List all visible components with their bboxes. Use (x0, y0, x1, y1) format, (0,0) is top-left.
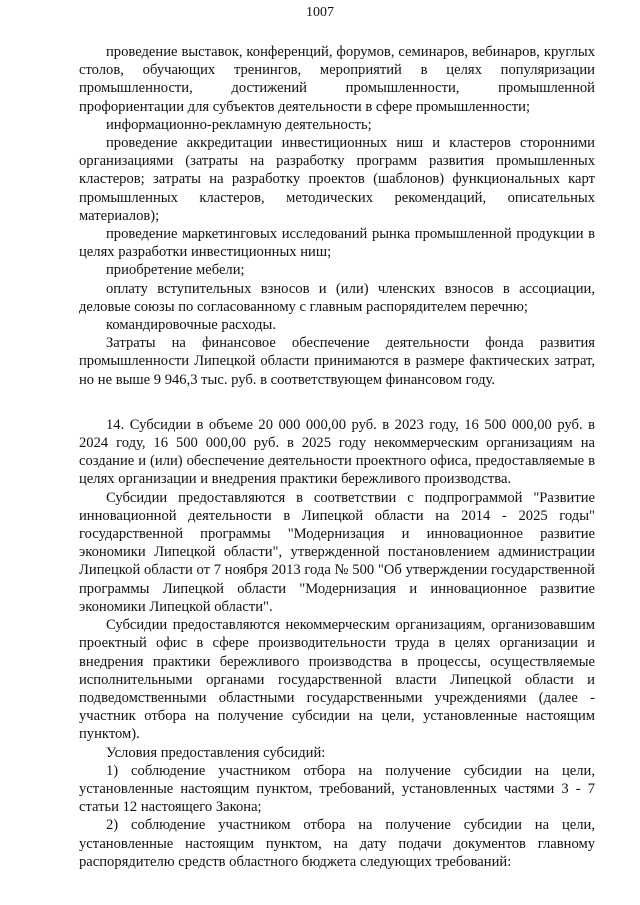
list-item-travel-expenses: командировочные расходы. (106, 317, 276, 334)
list-item-furniture: приобретение мебели; (106, 262, 245, 279)
page-number: 1007 (306, 5, 334, 20)
paragraph-condition-2: 2) соблюдение участником отбора на получение субсидии на цели, установленные настоящим пунктом, на дату подачи документов главному распорядителю средств областного бюджета следующих требований: (79, 817, 595, 870)
document-body (79, 43, 595, 871)
list-item-marketing-research: проведение маркетинговых исследований рынка промышленной продукции в целях разработки инвестиционных ниш; (79, 226, 595, 261)
list-item-accreditation: проведение аккредитации инвестиционных ниш и кластеров сторонними организациями (затраты на разработку программ развития промышленных кластеров; затраты на разработку проектов (шаблонов) функциональных карт промышленных кластеров, методических рекомендаций, описательных материалов); (79, 135, 595, 224)
paragraph-subsidy-recipients: Субсидии предоставляются некоммерческим организациям, организовавшим проектный офис в сфере производительности труда в целях организации и внедрения практики бережливого производства в процессы, осуществляемые исполнительными органами государственной власти Липецкой области и подведомственными областными государственными учреждениями (далее - участник отбора на получение субсидии на цели, установленные настоящим пунктом). (79, 617, 595, 743)
paragraph-condition-1: 1) соблюдение участником отбора на получение субсидии на цели, установленные настоящим пунктом, требований, установленных частями 3 - 7 статьи 12 настоящего Закона; (79, 762, 595, 816)
paragraph-subsidy-basis: Субсидии предоставляются в соответствии с подпрограммой "Развитие инновационной деятельности в Липецкой области на 2014 - 2025 годы" государственной программы "Модернизация и инновационное развитие экономики Липецкой области", утвержденной постановлением администрации Липецкой области от 7 ноября 2013 года № 500 "Об утверждении государственной программы Липецкой области "Модернизация и инновационное развитие экономики Липецкой области". (79, 489, 595, 615)
list-item-membership-fees: оплату вступительных взносов и (или) членских взносов в ассоциации, деловые союзы по согласованному с главным распорядителем перечню; (79, 280, 595, 315)
list-item-advertising: информационно-рекламную деятельность; (106, 116, 372, 133)
paragraph-section-14: 14. Субсидии в объеме 20 000 000,00 руб. в 2023 году, 16 500 000,00 руб. в 2024 году, 16 500 000,00 руб. в 2025 году некоммерческим организациям на создание и (или) обеспечение деятельности проектного офиса, предоставляемые в целях организации и внедрения практики бережливого производства. (79, 416, 595, 488)
paragraph-conditions-heading: Условия предоставления субсидий: (106, 744, 326, 761)
paragraph-fund-costs: Затраты на финансовое обеспечение деятельности фонда развития промышленности Липецкой области принимаются в размере фактических затрат, но не выше 9 946,3 тыс. руб. в соответствующем финансовом году. (79, 335, 595, 388)
list-item-exhibitions: проведение выставок, конференций, форумов, семинаров, вебинаров, круглых столов, обучающих тренингов, мероприятий в целях популяризации промышленности, достижений промышленности, промышленной профориентации для субъектов деятельности в сфере промышленности; (79, 44, 595, 115)
